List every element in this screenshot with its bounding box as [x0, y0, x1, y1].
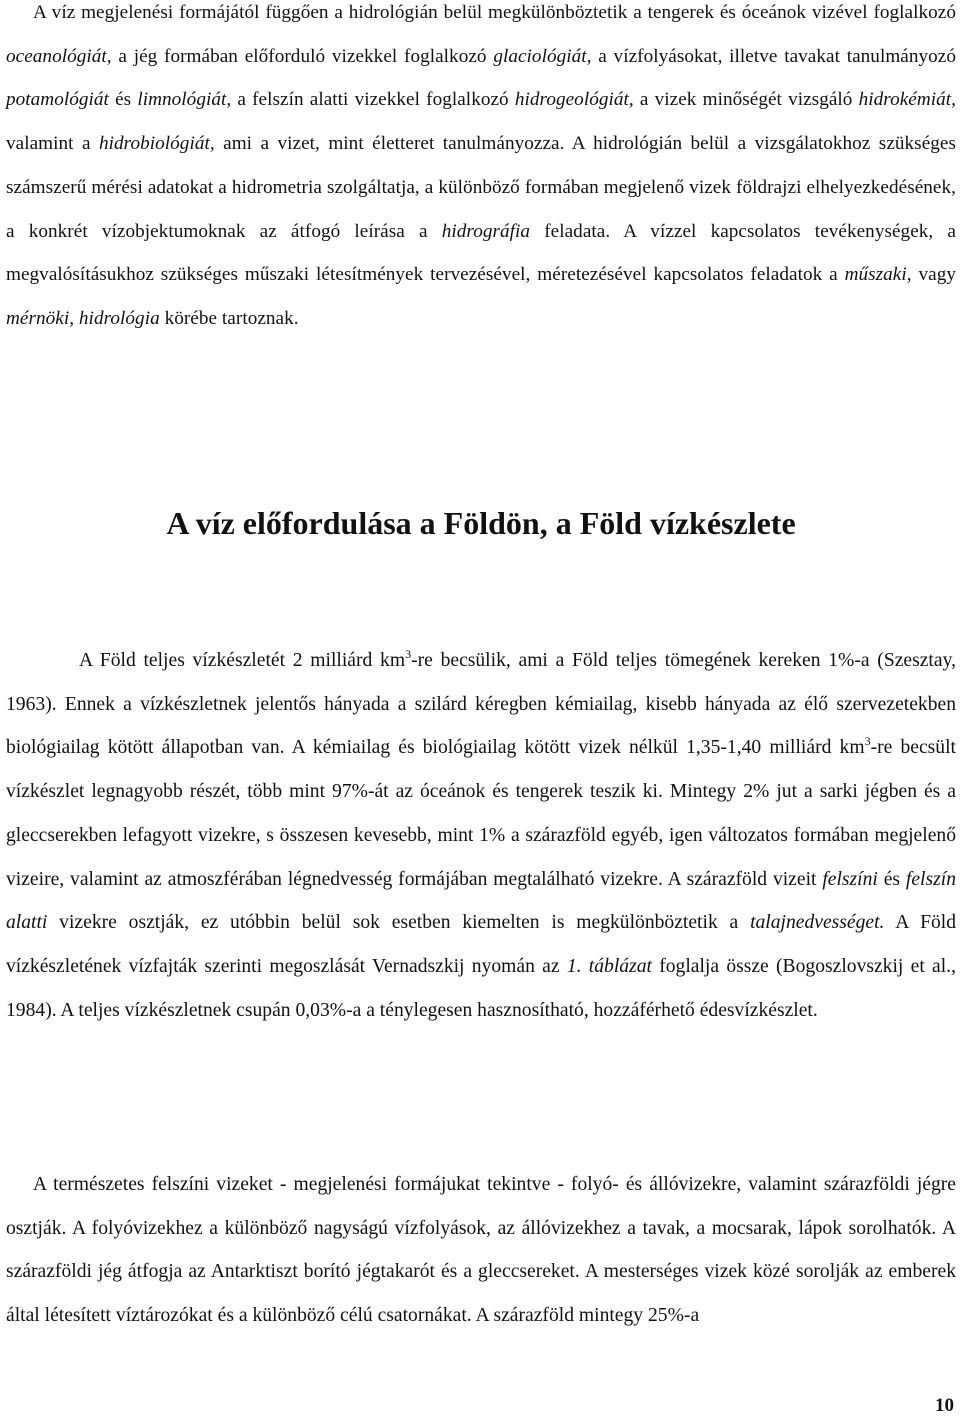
text-run: és [108, 89, 138, 111]
paragraph-hydrology-branches [6, 0, 956, 341]
italic-term: felszín alatti [6, 868, 956, 934]
italic-term: hidrogeológiát, [514, 89, 634, 111]
italic-term: limnológiát, [137, 89, 232, 111]
text-run: foglalja össze (Bogoszlovszkij et al., 1984). A teljes vízkészletnek csupán 0,03%-a a ténylegesen hasznosítható, hozzáférhető édesvízkészlet. [6, 955, 956, 1021]
text-run: feladata. A vízzel kapcsolatos tevékenységek, a megvalósításukhoz szükséges műszaki létesítmények tervezésével, méretezésével kapcsolatos feladatok a [6, 220, 956, 286]
text-run: a felszín alatti vizekkel foglalkozó [231, 89, 515, 111]
superscript: 3 [405, 647, 412, 661]
text-run: A Föld teljes vízkészletét 2 milliárd km [79, 650, 406, 671]
text-run: A víz megjelenési formájától függően a hidrológián belül megkülönböztetik a tengerek és óceánok vizével foglalkozó [33, 2, 956, 23]
text-run: a vízfolyásokat, illetve tavakat tanulmányozó [591, 45, 957, 67]
text-run: -re becsülik, ami a Föld teljes tömegének kereken 1%-a (Szesztay, 1963). Ennek a vízkészletnek jelentős hányada a szilárd kéregben kémiailag, kisebb hányada az élő szervezetekben biológiailag kötött állapotban van. A kémiailag és biológiailag kötött vizek nélkül 1,35-1,40 milliárd km [6, 650, 956, 759]
paragraph-surface-waters [6, 1163, 956, 1338]
text-run: körébe tartoznak. [159, 307, 299, 329]
italic-term: hidrobiológiát, [98, 133, 215, 155]
italic-term: 1. táblázat [566, 955, 652, 977]
text-run: vizekre osztják, ez utóbbin belül sok esetben kiemelten is megkülönböztetik a [47, 912, 751, 934]
italic-term: potamológiát [6, 89, 109, 111]
italic-term: hidrográfia [441, 220, 531, 242]
text-run: a jég formában előforduló vizekkel foglalkozó [111, 45, 494, 67]
text-run: valamint a [6, 133, 99, 155]
text-run: a vizek minőségét vizsgáló [633, 89, 859, 111]
page-number: 10 [935, 1395, 954, 1416]
italic-term: oceanológiát, [6, 45, 112, 67]
text-run: ami a vizet, mint életteret tanulmányozza. A hidrológián belül a vizsgálatokhoz szükséges számszerű mérési adatokat a hidrometria szolgáltatja, a különböző formában megjelenő vizek földrajzi elhelyezkedésének, a konkrét vízobjektumoknak az átfogó leírása a [6, 133, 956, 242]
italic-term: műszaki, [844, 264, 912, 286]
italic-term: felszíni [822, 868, 878, 890]
text-run: A természetes felszíni vizeket - megjelenési formájukat tekintve - folyó- és állóvizekre, valamint szárazföldi jégre osztják. A folyóvizekhez a különböző nagyságú vízfolyások, az állóvizekhez a tavak, a mocsarak, lápok sorolhatók. A szárazföldi jég átfogja az Antarktiszt borító jégtakarót és a gleccsereket. A mesterséges vizek közé sorolják az emberek által létesített víztározókat és a különböző célú csatornákat. A szárazföld mintegy 25%-a [6, 1174, 956, 1327]
superscript: 3 [864, 734, 871, 749]
italic-term: talajnedvességet. [750, 912, 885, 934]
text-run: vagy [911, 264, 956, 286]
italic-term: glaciológiát, [493, 45, 592, 67]
italic-term: hidrokémiát, [858, 89, 957, 111]
italic-term: mérnöki, hidrológia [6, 307, 160, 329]
paragraph-water-resources [6, 639, 956, 1032]
text-run: és [877, 868, 906, 890]
section-title: A víz előfordulása a Földön, a Föld vízkészlete [166, 505, 796, 541]
text-run: A Föld vízkészletének vízfajták szerinti megoszlását Vernadszkij nyomán az [6, 912, 957, 977]
text-run: -re becsült vízkészlet legnagyobb részét, több mint 97%-át az óceánok és tengerek teszik ki. Mintegy 2% jut a sarki jégben és a gleccserekben lefagyott vizekre, s összesen kevesebb, mint 1% a szárazföld egyéb, igen változatos formában megjelenő vizeire, valamint az atmoszférában légnedvesség formájában megtalálható vizekre. A szárazföld vizeit [6, 737, 956, 890]
